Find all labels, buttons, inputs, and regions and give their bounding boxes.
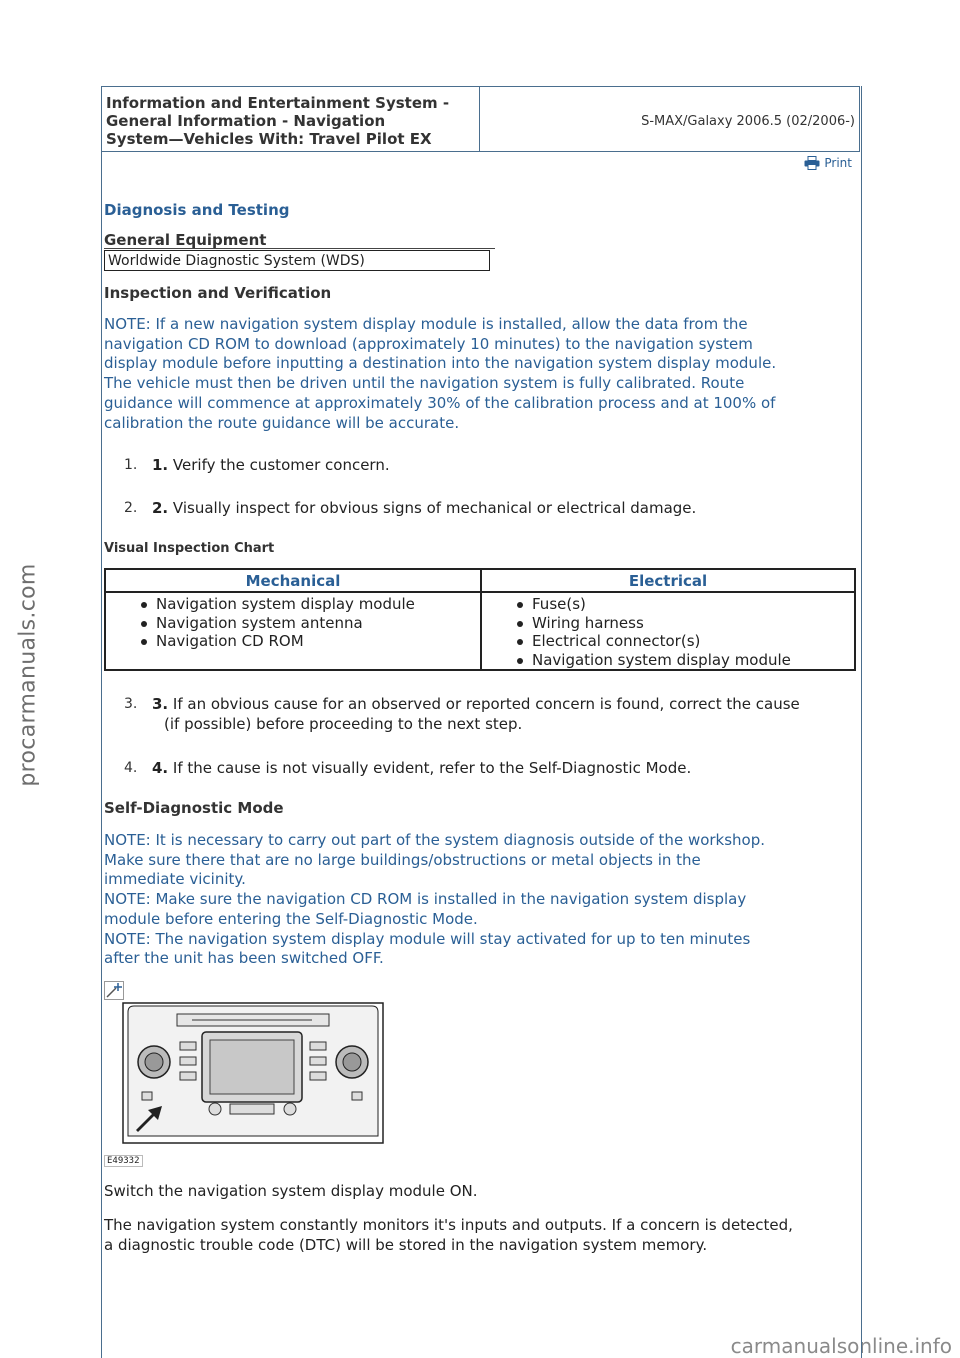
printer-icon [804,156,820,170]
print-label: Print [824,156,852,170]
page-header [101,86,860,152]
list-item: Fuse(s) [532,595,854,614]
mechanical-cell [105,592,481,670]
inspection-heading: Inspection and Verification [104,284,332,302]
list-item: Wiring harness [532,614,854,633]
col-electrical: Electrical [481,569,855,592]
side-watermark: procarmanuals.com [15,563,41,787]
chart-caption: Visual Inspection Chart [104,541,275,556]
bottom-watermark: carmanualsonline.info [730,1334,952,1358]
manual-section-title: Information and Entertainment System - General Information - Navigation System—Vehicles With: Travel Pilot EX [102,87,480,151]
list-item: Electrical connector(s) [532,632,854,651]
print-button[interactable] [804,156,852,170]
navigation-unit-illustration [122,1002,384,1144]
self-diagnostic-notes: NOTE: It is necessary to carry out part of the system diagnosis outside of the workshop. Make sure there that are no large buildings/obstructions or metal objects in the immediate vicinity. NOTE: Make sure the navigation CD ROM is installed in the navigation system display module before entering the Self-Diagnostic Mode. NOTE: The navigation system display module will stay activated for up to ten minutes after the unit has been switched OFF. [104,831,766,968]
paragraph-switch-on: Switch the navigation system display module ON. [104,1182,478,1200]
col-mechanical: Mechanical [105,569,481,592]
zoom-icon[interactable] [104,981,124,1000]
visual-inspection-table [104,568,856,671]
equipment-divider [104,248,495,249]
electrical-cell [481,592,855,670]
equipment-item: Worldwide Diagnostic System (WDS) [104,250,490,271]
list-item: Navigation CD ROM [156,632,480,651]
self-diagnostic-heading: Self-Diagnostic Mode [104,799,284,817]
general-equipment-heading: General Equipment [104,231,267,249]
vehicle-model: S-MAX/Galaxy 2006.5 (02/2006-) [641,114,855,129]
inspection-note: NOTE: If a new navigation system display module is installed, allow the data from the navigation CD ROM to download (approximately 10 minutes) to the navigation system display module before inputting a destination into the navigation system display module. The vehicle must then be driven until the navigation system is fully calibrated. Route guidance will commence at approximately 30% of the calibration process and at 100% of calibration the route guidance will be accurate. [104,315,777,432]
list-item: Navigation system display module [156,595,480,614]
paragraph-dtc: The navigation system constantly monitors it's inputs and outputs. If a concern is detected, a diagnostic trouble code (DTC) will be stored in the navigation system memory. [104,1216,793,1254]
list-item: Navigation system antenna [156,614,480,633]
figure-label: E49332 [104,1155,143,1167]
list-item: Navigation system display module [532,651,854,670]
section-heading: Diagnosis and Testing [104,201,290,219]
